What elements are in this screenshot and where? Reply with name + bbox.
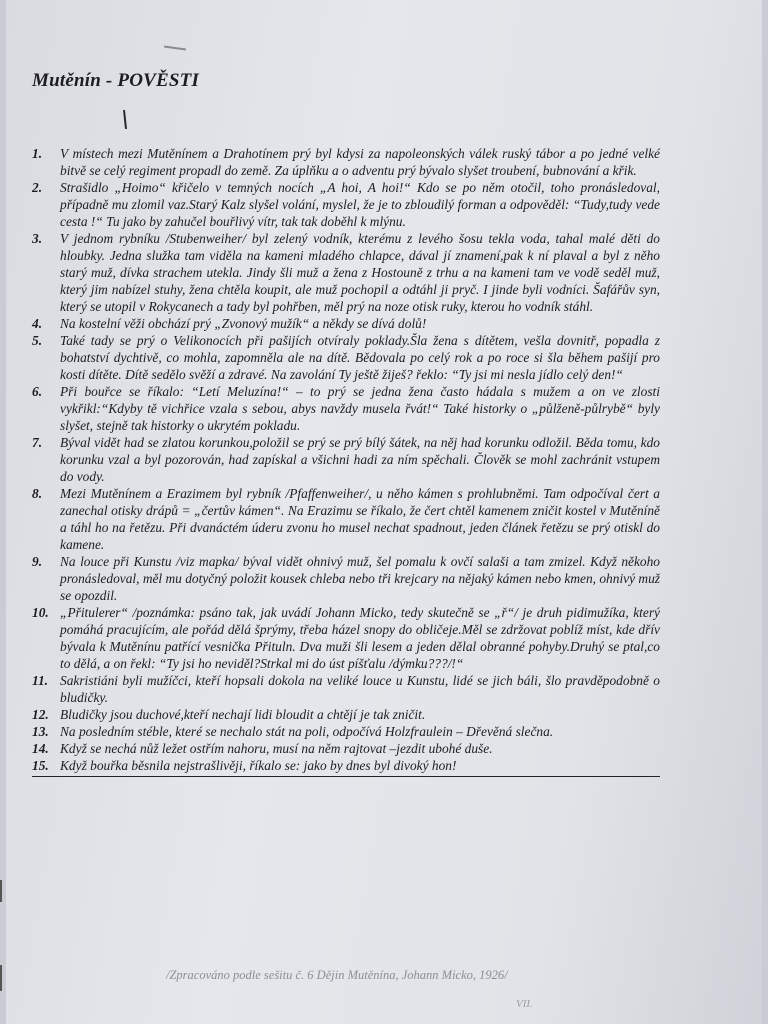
item-text: Na kostelní věži obchází prý „Zvonový mužík“ a někdy se dívá dolů! (60, 316, 427, 331)
scan-mark (164, 45, 186, 50)
list-item (32, 706, 660, 723)
list-item (32, 672, 660, 706)
list-item (32, 434, 660, 485)
binder-edge (0, 880, 2, 902)
list-item (32, 230, 660, 315)
list-item (32, 757, 660, 777)
source-note: /Zpracováno podle sešitu č. 6 Dějin Mutěnína, Johann Micko, 1926/ (166, 968, 508, 982)
item-number: 2. (32, 180, 43, 195)
document-page (6, 0, 762, 1024)
item-text: Bludičky jsou duchové,kteří nechají lidi bloudit a chtějí je tak zničit. (60, 707, 426, 722)
page-title: Mutěnín - POVĚSTI (32, 70, 200, 91)
item-number: 10. (32, 605, 49, 620)
item-text: V místech mezi Mutěnínem a Drahotínem prý byl kdysi za napoleonských válek ruský tábor a po jedné velké bitvě se celý regiment propadl do země. Za úplňku a o adventu prý bývalo slyšet troubení, bubnování a křik. (60, 146, 660, 178)
item-text: Býval vidět had se zlatou korunkou,položil se prý se prý bílý šátek, na něj had korunku odložil. Běda tomu, kdo korunku vzal a byl pozorován, had zapískal a všichni hadi za ním spěchali. Člověk se mohl zachránit vstupem do vody. (60, 435, 660, 484)
item-number: 15. (32, 758, 49, 773)
item-number: 14. (32, 741, 49, 756)
list-item (32, 485, 660, 553)
item-number: 6. (32, 384, 43, 399)
item-number: 9. (32, 554, 43, 569)
item-number: 5. (32, 333, 43, 348)
list-item (32, 179, 660, 230)
item-text: Mezi Mutěnínem a Erazimem byl rybník /Pfaffenweiher/, u něho kámen s prohlubněmi. Tam odpočíval čert a zanechal otisky drápů = „čertův kámen“. Na Erazimu se říkalo, že čert chtěl kamenem zničit kostel v Mutěníně a táhl ho na řetězu. Při dvanáctém úderu zvonu ho musel nechat spadnout, jeden článek řetězu se prý otiskl do kamene. (60, 486, 660, 552)
list-item (32, 145, 660, 179)
list-item (32, 740, 660, 757)
binder-edge (0, 965, 2, 991)
item-number: 13. (32, 724, 49, 739)
item-text: Strašidlo „Hoimo“ křičelo v temných nocích „A hoi, A hoi!“ Kdo se po něm otočil, toho pronásledoval, případně mu zlomil vaz.Starý Kalz slyšel volání, myslel, že je to zbloudilý forman a odpověděl: “Tudy,tudy vede cesta !“ Tu jako by zahučel bouřlivý vítr, tak tak doběhl k mlýnu. (60, 180, 660, 229)
list-item (32, 604, 660, 672)
item-number: 7. (32, 435, 43, 450)
list-item (32, 553, 660, 604)
list-item (32, 723, 660, 740)
item-text: Sakristiáni byli mužíčci, kteří hopsali dokola na veliké louce u Kunstu, lidé se jich báli, šlo pravděpodobně o bludičky. (60, 673, 660, 705)
list-item (32, 332, 660, 383)
item-text: Na posledním stéble, které se nechalo stát na poli, odpočívá Holzfraulein – Dřevěná slečna. (60, 724, 554, 739)
legend-list (32, 145, 660, 777)
item-text: „Přitulerer“ /poznámka: psáno tak, jak uvádí Johann Micko, tedy skutečně se „ř“/ je druh pidimužíka, který pomáhá pracujícím, ale pořád dělá šprýmy, třeba házel snopy do obličeje.Měl se zdržovat poblíž míst, kde dřív bývala k Mutěnínu patřící vesnička Přituln. Dva muži šli lesem a jeden dělal obranné pohyby.Druhý se ptal,co to dělá, a on řekl: “Ty jsi ho neviděl?Strkal mi do úst píšťalu /dýmku???/!“ (60, 605, 660, 671)
item-number: 4. (32, 316, 43, 331)
item-text: Při bouřce se říkalo: “Letí Meluzína!“ – to prý se jedna žena často hádala s mužem a on ve zlosti vykřikl:“Kdyby tě vichřice vzala s sebou, abys navždy musela řvát!“ Také historky o „půlženě-půlrybě“ byly slyšet, stejně tak historky o ukrytém pokladu. (60, 384, 660, 433)
list-item (32, 383, 660, 434)
item-text: Také tady se prý o Velikonocích při pašijích otvíraly poklady.Šla žena s dítětem, vešla dovnitř, popadla z bohatství dychtivě, co mohla, zapomněla ale na dítě. Bědovala po celý rok a po roce si šla během pašijí pro kosti dítěte. Dítě sedělo svěží a zdravé. Na zavolání Ty ještě žiješ? řeklo: “Ty jsi mi nesla jídlo celý den!“ (60, 333, 660, 382)
item-number: 8. (32, 486, 43, 501)
item-number: 11. (32, 673, 48, 688)
item-number: 1. (32, 146, 43, 161)
item-text: V jednom rybníku /Stubenweiher/ byl zelený vodník, kterému z levého šosu tekla voda, tahal malé děti do hloubky. Jedna služka tam viděla na kameni mladého chlapce, dával jí znamení,pak k ní plaval a byl z něho starý muž, dívka strachem utekla. Jindy šli muž a žena z Hostouně z trhu a na kameni tam ve vodě seděl muž, který jim nabízel stuhy, žena chtěla koupit, ale muž pochopil a odtáhl ji pryč. I jinde byli vodníci. Šafářův syn, který se utopil v Rokycanech a tady byl pohřben, měl prý na noze otisk ruky, kterou ho vodník stáhl. (60, 231, 660, 314)
item-number: 3. (32, 231, 43, 246)
item-text: Když bouřka běsnila nejstrašlivěji, říkalo se: jako by dnes byl divoký hon! (60, 758, 457, 773)
page-number: VII. (516, 998, 533, 1010)
item-number: 12. (32, 707, 49, 722)
item-text: Když se nechá nůž ležet ostřím nahoru, musí na něm rajtovat –jezdit ubohé duše. (60, 741, 493, 756)
item-text: Na louce při Kunstu /viz mapka/ býval vidět ohnivý muž, šel pomalu k ovčí salaši a tam zmizel. Když někoho pronásledoval, měl mu dotyčný položit kousek chleba nebo tři krejcary na nějaký kámen nebo kmen, ohnivý muž se opozdil. (60, 554, 660, 603)
list-item (32, 315, 660, 332)
pen-mark (123, 110, 127, 129)
